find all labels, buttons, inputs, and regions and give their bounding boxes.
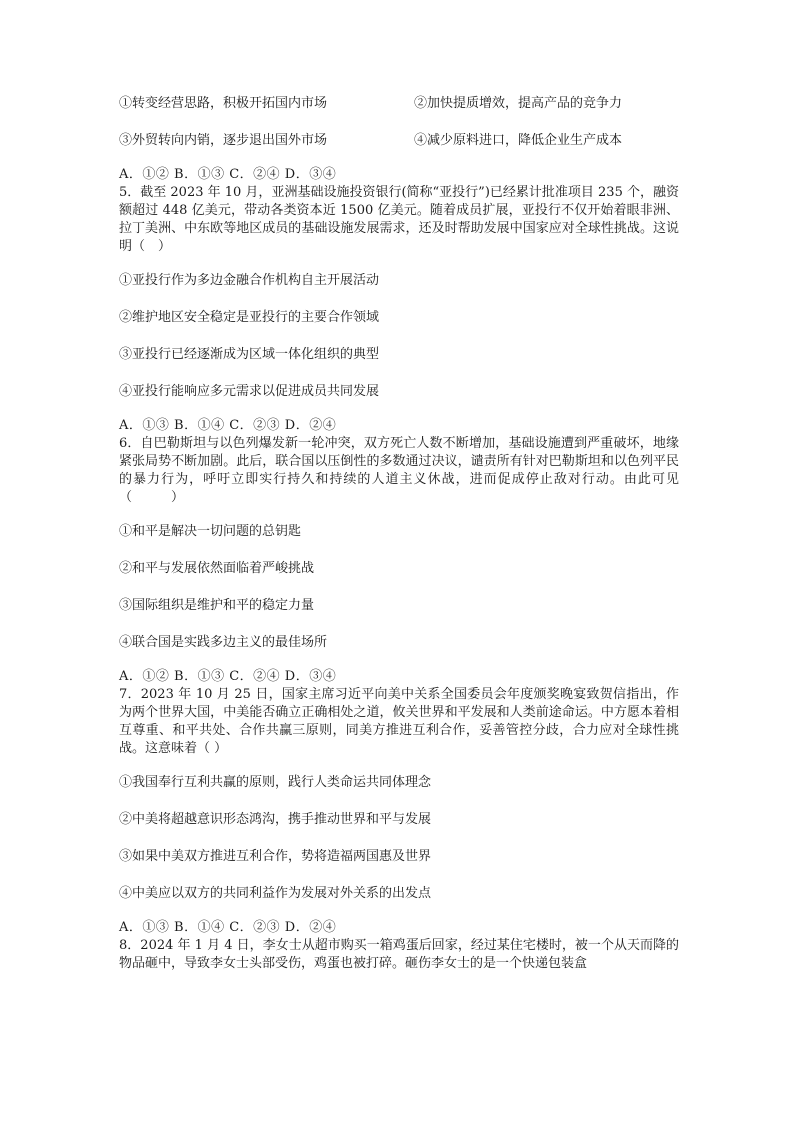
q6-option-4: ④联合国是实践多边主义的最佳场所	[119, 635, 328, 650]
q6-option-1: ①和平是解决一切问题的总钥匙	[119, 524, 302, 539]
q5-stem: 5．截至 2023 年 10 月，亚洲基础设施投资银行(简称“亚投行”)已经累计批准项目 235 个，融资额超过 448 亿美元，带动各类资本近 1500 亿美元。随着成员扩展，亚投行不仅开始着眼非洲、拉丁美洲、中东欧等地区成员的基础设施发展需求，还及时帮助发展中国家应对全球性挑战。这说明（ ）	[119, 185, 679, 254]
q5-option-4: ④亚投行能响应多元需求以促进成员共同发展	[119, 384, 380, 399]
q7-option-2: ②中美将超越意识形态鸿沟，携手推动世界和平与发展	[119, 812, 432, 827]
q4-answer-choices: A．①② B．①③ C．②④ D．③④	[119, 167, 337, 182]
exam-page	[119, 92, 679, 973]
q5-option-2: ②维护地区安全稳定是亚投行的主要合作领域	[119, 310, 380, 325]
q7-stem: 7．2023 年 10 月 25 日，国家主席习近平向美中关系全国委员会年度颁奖晚宴致贺信指出，作为两个世界大国，中美能否确立正确相处之道，攸关世界和平发展和人类前途命运。中方愿本着相互尊重、和平共处、合作共赢三原则，同美方推进互利合作，妥善管控分歧，合力应对全球性挑战。这意味着（ ）	[119, 687, 679, 756]
q6-stem: 6．自巴勒斯坦与以色列爆发新一轮冲突，双方死亡人数不断增加，基础设施遭到严重破坏，地缘紧张局势不断加剧。此后，联合国以压倒性的多数通过决议，谴责所有针对巴勒斯坦和以色列平民的暴力行为，呼吁立即实行持久和持续的人道主义休战，进而促成停止敌对行动。由此可见（ ）	[119, 436, 679, 505]
q5-option-3: ③亚投行已经逐渐成为区域一体化组织的典型	[119, 347, 380, 362]
q4-option-1: ①转变经营思路，积极开拓国内市场	[119, 96, 328, 111]
q6-option-2: ②和平与发展依然面临着严峻挑战	[119, 561, 315, 576]
q5-option-1: ①亚投行作为多边金融合作机构自主开展活动	[119, 273, 380, 288]
q4-option-row-1	[119, 92, 679, 116]
q4-option-row-2	[119, 129, 679, 153]
q8-stem: 8．2024 年 1 月 4 日，李女士从超市购买一箱鸡蛋后回家，经过某住宅楼时，被一个从天而降的物品砸中，导致李女士头部受伤，鸡蛋也被打碎。砸伤李女士的是一个快递包装盒	[119, 938, 679, 971]
q7-option-4: ④中美应以双方的共同利益作为发展对外关系的出发点	[119, 886, 432, 901]
q5-answer-choices: A．①③ B．①④ C．②③ D．②④	[119, 418, 337, 433]
q4-option-2: ②加快提质增效，提高产品的竞争力	[414, 96, 623, 111]
q6-option-3: ③国际组织是维护和平的稳定力量	[119, 598, 315, 613]
q6-answer-choices: A．①② B．①③ C．②④ D．③④	[119, 669, 337, 684]
q7-answer-choices: A．①③ B．①④ C．②③ D．②④	[119, 920, 337, 935]
q7-option-3: ③如果中美双方推进互利合作，势将造福两国惠及世界	[119, 849, 432, 864]
q4-option-4: ④减少原料进口，降低企业生产成本	[414, 133, 623, 148]
q4-option-3: ③外贸转向内销，逐步退出国外市场	[119, 133, 328, 148]
q7-option-1: ①我国奉行互利共赢的原则，践行人类命运共同体理念	[119, 775, 432, 790]
